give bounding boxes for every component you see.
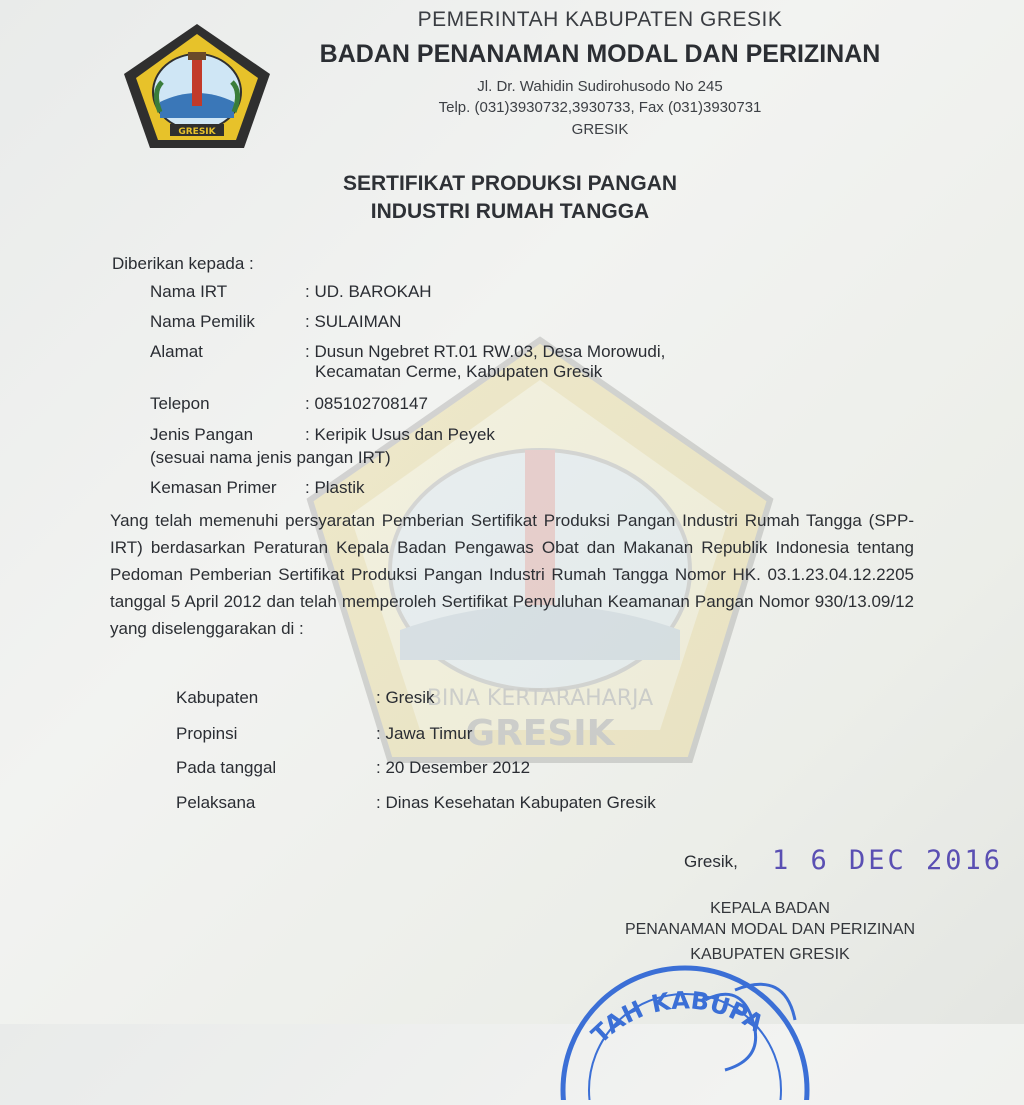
nama-irt-label: Nama IRT [150,282,228,301]
agency-address: Jl. Dr. Wahidin Sudirohusodo No 245 [477,78,723,95]
kemasan-label: Kemasan Primer [150,478,277,497]
agency-phone: Telp. (031)3930732,3930733, Fax (031)3930731 [438,99,762,116]
signatory-title-line2: PENANAMAN MODAL DAN PERIZINAN [624,921,916,938]
certificate-title-line2: INDUSTRI RUMAH TANGGA [370,200,650,223]
svg-text:TAH KABUPA [586,986,769,1049]
kemasan-value: : Plastik [305,478,365,497]
seal-text: TAH KABUPA [586,986,769,1049]
jenis-pangan-note: (sesuai nama jenis pangan IRT) [150,448,391,467]
seal-stamp-icon [555,960,815,1100]
pemilik-value: : SULAIMAN [305,312,402,331]
propinsi-label: Propinsi [176,724,238,743]
telepon-label: Telepon [150,394,210,413]
pemilik-label: Nama Pemilik [150,312,255,331]
kabupaten-value: : Gresik [376,688,435,707]
alamat-value-line1: : Dusun Ngebret RT.01 RW.03, Desa Morowudi, [305,342,666,361]
tanggal-value: : 20 Desember 2012 [376,758,531,777]
kabupaten-label: Kabupaten [176,688,259,707]
given-to-label: Diberikan kepada : [112,254,254,273]
agency-city: GRESIK [571,121,629,138]
signing-place: Gresik, [684,852,738,871]
government-name: PEMERINTAH KABUPATEN GRESIK [417,8,783,31]
telepon-value: : 085102708147 [305,394,428,413]
signatory-title-line1: KEPALA BADAN [710,900,830,917]
gresik-emblem-icon [122,22,272,150]
agency-name: BADAN PENANAMAN MODAL DAN PERIZINAN [319,40,881,68]
alamat-value-line2: Kecamatan Cerme, Kabupaten Gresik [315,362,603,381]
tanggal-label: Pada tanggal [176,758,277,777]
jenis-pangan-value: : Keripik Usus dan Peyek [305,425,495,444]
alamat-label: Alamat [150,342,203,361]
jenis-pangan-label: Jenis Pangan [150,425,254,444]
date-stamp: 1 6 DEC 2016 [772,845,1004,876]
certificate-title-line1: SERTIFIKAT PRODUKSI PANGAN [342,172,678,195]
pelaksana-label: Pelaksana [176,793,256,812]
gresik-logo [122,22,272,150]
watermark-motto: BINA KERTARAHARJA [426,686,654,711]
signatory-title-line3: KABUPATEN GRESIK [690,946,850,963]
certificate-statement: Yang telah memenuhi persyaratan Pemberian Sertifikat Produksi Pangan Industri Rumah Tangga (SPP-IRT) berdasarkan Peraturan Kepala Badan Pengawas Obat dan Makanan Republik Indonesia tentang Pedoman Pemberian Sertifikat Produksi Pangan Industri Rumah Tangga Nomor HK. 03.1.23.04.12.2205 tanggal 5 April 2012 dan telah memperoleh Sertifikat Penyuluhan Keamanan Pangan Nomor 930/13.09/12 yang diselenggarakan di : [110,511,914,638]
nama-irt-value: : UD. BAROKAH [305,282,432,301]
logo-text: GRESIK [178,127,216,137]
watermark-name: GRESIK [465,713,615,754]
official-seal [555,960,815,1100]
pelaksana-value: : Dinas Kesehatan Kabupaten Gresik [376,793,656,812]
propinsi-value: : Jawa Timur [376,724,473,743]
